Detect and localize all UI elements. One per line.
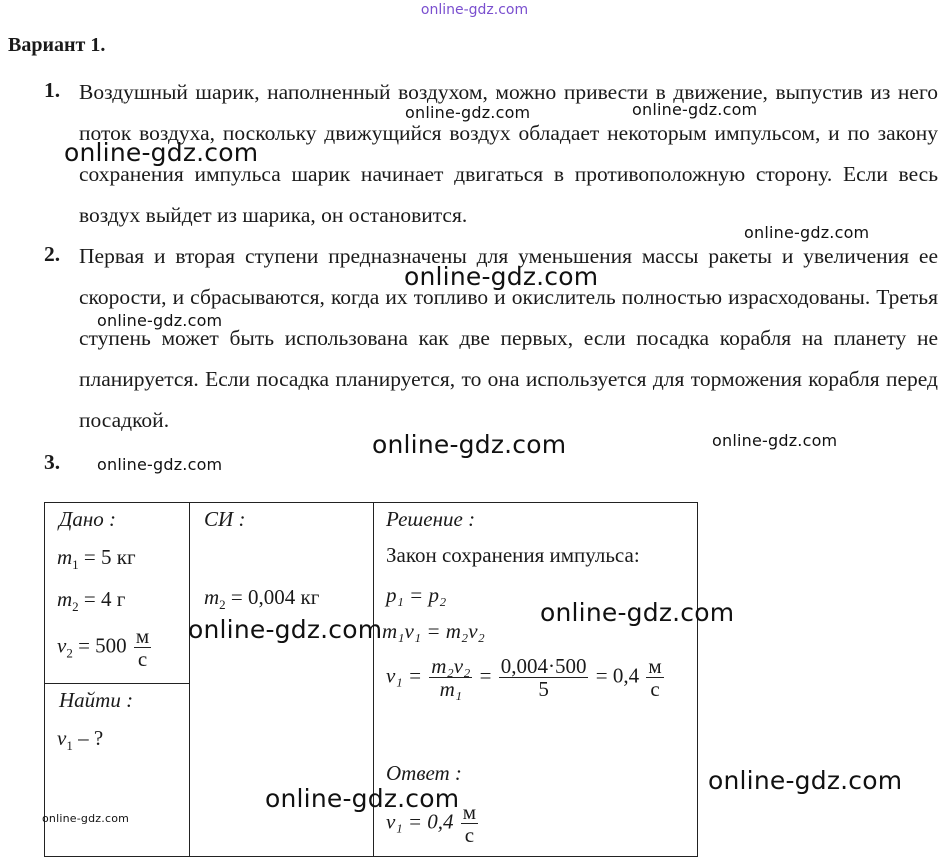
answer-heading: Ответ : <box>386 761 462 785</box>
watermark: online-gdz.com <box>265 784 460 813</box>
find-v1: $v_1$ – ? <box>57 726 104 754</box>
watermark: online-gdz.com <box>540 598 735 627</box>
given-m2: $m_2 = 4$ г <box>57 587 126 615</box>
given-heading: Дано : <box>59 507 117 531</box>
item-text: Первая и вторая ступени предназначены для уменьшения массы ракеты и увеличения ее скорости, и сбрасываются, когда их топливо и окислитель полностью израсходованы. Третья ступень может быть использована как две первых, если посадка корабля на планету не планируется. Если посадка планируется, то она используется для торможения корабля перед посадкой. <box>79 244 938 432</box>
si-m2: $m_2 = 0,004$ кг <box>204 585 320 613</box>
equation-momentum: p₁ = p₂ <box>386 583 447 607</box>
watermark: online-gdz.com <box>708 766 903 795</box>
site-header[interactable]: online-gdz.com <box>420 2 529 18</box>
conservation-law-label: Закон сохранения импульса: <box>386 543 640 567</box>
find-heading: Найти : <box>59 688 134 712</box>
given-v2: $v_2 = 500$ $\frac{м}{с}$ <box>57 624 150 671</box>
watermark: online-gdz.com <box>404 262 599 291</box>
given-cell <box>45 503 190 684</box>
watermark: online-gdz.com <box>372 430 567 459</box>
unit-fraction: $\frac{м}{с}$ <box>462 800 477 847</box>
watermark: online-gdz.com <box>744 223 870 242</box>
item-number: 2. <box>44 242 61 266</box>
given-m1: $m_1 = 5$ кг <box>57 545 136 573</box>
item-number: 3. <box>44 450 61 474</box>
watermark: online-gdz.com <box>712 431 838 450</box>
si-heading: СИ : <box>204 507 246 531</box>
equation-mv: m₁v₁ = m₂v₂ <box>382 619 485 643</box>
solution-heading: Решение : <box>386 507 476 531</box>
variant-title: Вариант 1. <box>8 34 106 56</box>
watermark: online-gdz.com <box>97 455 223 474</box>
find-cell <box>45 684 190 857</box>
watermark: online-gdz.com <box>42 812 130 825</box>
item-number: 1. <box>44 78 61 102</box>
watermark: online-gdz.com <box>405 103 531 122</box>
answer-value: v₁ = 0,4 $\frac{м}{с}$ <box>386 800 477 847</box>
watermark: online-gdz.com <box>64 138 259 167</box>
unit-fraction: $\frac{м}{с}$ <box>648 654 662 701</box>
item-text: Воздушный шарик, наполненный воздухом, можно привести в движение, выпустив из него поток воздуха, поскольку движущийся воздух обладает некоторым импульсом, и по закону сохранения импульса шарик начинает двигаться в противоположную сторону. Если весь воздух выйдет из шарика, он остановится. <box>79 80 938 227</box>
unit-fraction: $\frac{м}{с}$ <box>135 624 150 671</box>
watermark: online-gdz.com <box>97 311 223 330</box>
watermark: online-gdz.com <box>188 615 383 644</box>
equation-v1: v₁ = $\frac{\text{m₂v₂}}{\text{m₁}}$ = $\frac{0,004\cdot 500}{5}$ = 0,4 $\frac{м}{с}$ <box>386 654 662 701</box>
watermark: online-gdz.com <box>632 100 758 119</box>
